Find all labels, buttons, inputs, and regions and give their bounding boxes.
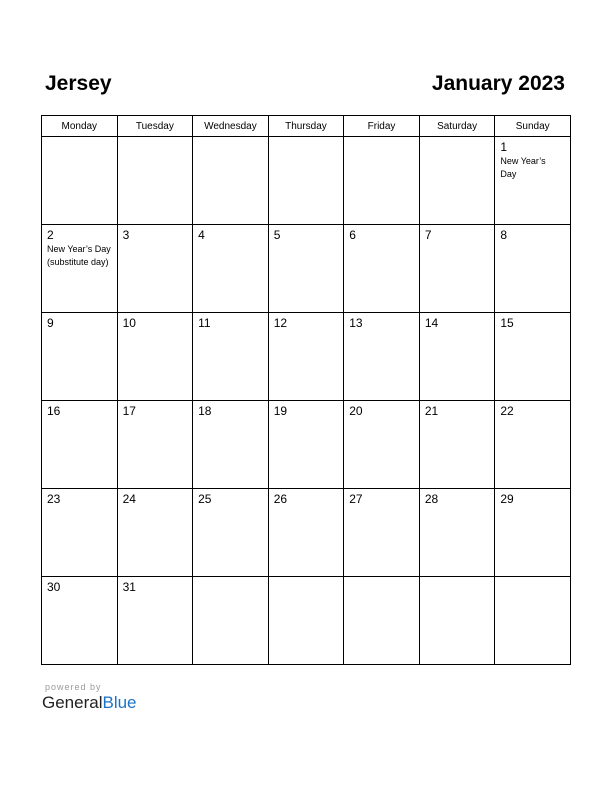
day-cell: [268, 489, 344, 577]
empty-day-cell: [344, 577, 420, 665]
day-number: 17: [122, 404, 136, 418]
day-cell: [42, 225, 118, 313]
week-row: [42, 401, 571, 489]
day-cell: [117, 225, 193, 313]
region-title: Jersey: [45, 72, 112, 95]
empty-day-cell: [268, 137, 344, 225]
empty-day-cell: [193, 577, 269, 665]
day-cell: [495, 225, 571, 313]
day-cell: [495, 313, 571, 401]
day-cell: [268, 313, 344, 401]
day-cell: [117, 313, 193, 401]
week-row: [42, 137, 571, 225]
day-cell: [419, 313, 495, 401]
day-cell: [419, 401, 495, 489]
day-number: 29: [500, 492, 514, 506]
weekday-header: Saturday: [419, 116, 495, 137]
day-cell: [193, 225, 269, 313]
day-number: 12: [273, 316, 288, 330]
day-cell: [42, 577, 118, 665]
day-cell: [117, 577, 193, 665]
week-row: [42, 225, 571, 313]
day-cell: [344, 489, 420, 577]
day-cell: [193, 313, 269, 401]
weekday-header: Friday: [344, 116, 420, 137]
day-number: 10: [122, 316, 136, 330]
weekday-header: Wednesday: [193, 116, 269, 137]
day-number: 28: [424, 492, 439, 506]
day-number: 22: [500, 404, 514, 418]
day-number: 31: [122, 580, 136, 594]
day-cell: [268, 401, 344, 489]
day-cell: [344, 313, 420, 401]
day-number: 14: [424, 316, 439, 330]
holiday-label: New Year’s: [500, 156, 546, 166]
day-cell: [495, 489, 571, 577]
holiday-label: Day: [500, 169, 517, 179]
day-cell: [419, 489, 495, 577]
calendar-grid: [41, 115, 571, 665]
day-number: 2: [47, 228, 54, 242]
day-number: 6: [349, 228, 356, 242]
brand-logo: [42, 693, 137, 713]
day-cell: [268, 225, 344, 313]
weekday-header: Thursday: [268, 116, 344, 137]
holiday-label: (substitute day): [47, 257, 109, 267]
day-number: 7: [424, 228, 432, 242]
empty-day-cell: [344, 137, 420, 225]
empty-day-cell: [268, 577, 344, 665]
day-cell: [495, 401, 571, 489]
week-row: [42, 489, 571, 577]
weekday-header: Sunday: [495, 116, 571, 137]
day-number: 11: [198, 316, 211, 330]
day-cell: [117, 401, 193, 489]
day-number: 16: [47, 404, 61, 418]
day-cell: [42, 489, 118, 577]
day-number: 15: [500, 316, 514, 330]
day-number: 8: [500, 228, 508, 242]
empty-day-cell: [193, 137, 269, 225]
day-number: 5: [273, 228, 281, 242]
day-number: 1: [500, 140, 508, 154]
day-cell: [344, 401, 420, 489]
weekday-header-row: [42, 116, 571, 137]
day-number: 21: [424, 404, 439, 418]
day-number: 23: [47, 492, 61, 506]
day-number: 9: [47, 316, 54, 330]
day-cell: [42, 401, 118, 489]
empty-day-cell: [117, 137, 193, 225]
empty-day-cell: [419, 577, 495, 665]
day-number: 18: [198, 404, 212, 418]
day-number: 24: [122, 492, 136, 506]
day-number: 26: [273, 492, 288, 506]
day-number: 25: [198, 492, 212, 506]
day-number: 27: [349, 492, 363, 506]
empty-day-cell: [419, 137, 495, 225]
day-number: 13: [349, 316, 363, 330]
day-cell: [344, 225, 420, 313]
powered-by-label: powered by: [45, 682, 102, 692]
day-cell: [495, 137, 571, 225]
day-number: 20: [349, 404, 363, 418]
week-row: [42, 313, 571, 401]
weekday-header: Tuesday: [117, 116, 193, 137]
day-number: 19: [273, 404, 288, 418]
empty-day-cell: [495, 577, 571, 665]
day-cell: [193, 489, 269, 577]
day-cell: [419, 225, 495, 313]
week-row: [42, 577, 571, 665]
day-number: 30: [47, 580, 61, 594]
brand-logo-part2: Blue: [102, 693, 137, 712]
day-cell: [117, 489, 193, 577]
day-number: 4: [198, 228, 205, 242]
day-cell: [193, 401, 269, 489]
day-cell: [42, 313, 118, 401]
empty-day-cell: [42, 137, 118, 225]
weekday-header: Monday: [42, 116, 118, 137]
brand-logo-part1: General: [42, 693, 103, 712]
month-year-title: January 2023: [431, 72, 565, 95]
day-number: 3: [122, 228, 130, 242]
holiday-label: New Year’s Day: [47, 244, 111, 254]
